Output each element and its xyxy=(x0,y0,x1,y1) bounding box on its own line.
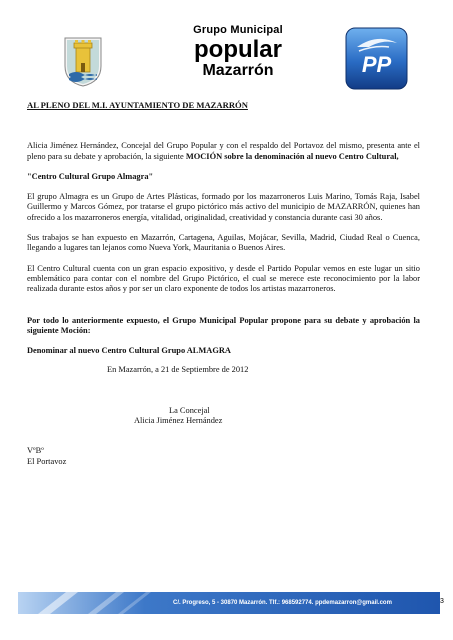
pp-logo-text: PP xyxy=(361,52,392,77)
paragraph-3: El Centro Cultural cuenta con un gran espacio expositivo, y desde el Partido Popular vemos en este lugar un sitio emblemático para contar con el nombre del Grupo Pictórico, el cual se merece este reconocimiento por la labor realizada durante estos años y por ser un claro exponente de todos los artistas mazarroneros. xyxy=(27,263,420,294)
signature-name: Alicia Jiménez Hernández xyxy=(134,416,223,426)
footer-contact: C/. Progreso, 5 - 30870 Mazarrón. Tlf.: 968592774. ppdemazarron@gmail.com xyxy=(173,600,392,606)
group-brand xyxy=(178,24,298,80)
brand-line2: popular xyxy=(194,36,282,63)
motion-statement: Denominar al nuevo Centro Cultural Grupo ALMAGRA xyxy=(27,346,231,356)
tower-crest-icon xyxy=(63,36,103,88)
page-number: 3 xyxy=(440,598,444,605)
pp-logo-icon xyxy=(345,27,408,90)
approval-vb: VºBº xyxy=(27,446,44,456)
brand-line1: Grupo Municipal xyxy=(193,24,283,36)
signature-block xyxy=(27,406,420,427)
letterhead xyxy=(0,0,453,98)
approval-role: El Portavoz xyxy=(27,456,67,466)
paragraph-2: Sus trabajos se han expuesto en Mazarrón, Cartagena, Aguilas, Mojácar, Sevilla, Madrid, Ciudad Real o Cuenca, llegando a lugares tan lejanos como Nueva York, Mauritania o Buenos Aires. xyxy=(27,233,420,253)
intro-paragraph xyxy=(27,141,420,162)
date-line: En Mazarrón, a 21 de Septiembre de 2012 xyxy=(107,365,249,375)
brand-line3: Mazarrón xyxy=(202,62,274,79)
intro-text: Alicia Jiménez Hernández, Concejal del Grupo Popular y con el respaldo del Portavoz del mismo, presenta ante el pleno para su debate y aprobación, la siguiente xyxy=(27,141,420,161)
addressee-heading: AL PLENO DEL M.I. AYUNTAMIENTO DE MAZARRÓN xyxy=(27,100,248,110)
intro-bold: MOCIÓN sobre la denominación al nuevo Centro Cultural, xyxy=(185,151,399,161)
signature-role: La Concejal xyxy=(169,405,210,415)
motion-document xyxy=(27,98,420,467)
paragraph-1: El grupo Almagra es un Grupo de Artes Plásticas, formado por los mazarroneros Luis Marino, Tomás Raja, Isabel Guillermo y Marcos Gómez, por tratarse el grupo pictórico más activo del municipio de MAZARRÓN, quienes han ofrecido a los mazarroneros energía, vitalidad, originalidad, creatividad y constancia durante casi 30 años. xyxy=(27,192,420,222)
motion-subtitle: "Centro Cultural Grupo Almagra" xyxy=(27,171,154,181)
proposal-paragraph: Por todo lo anteriormente expuesto, el Grupo Municipal Popular propone para su debate y aprobación la siguiente Moción: xyxy=(27,315,420,335)
